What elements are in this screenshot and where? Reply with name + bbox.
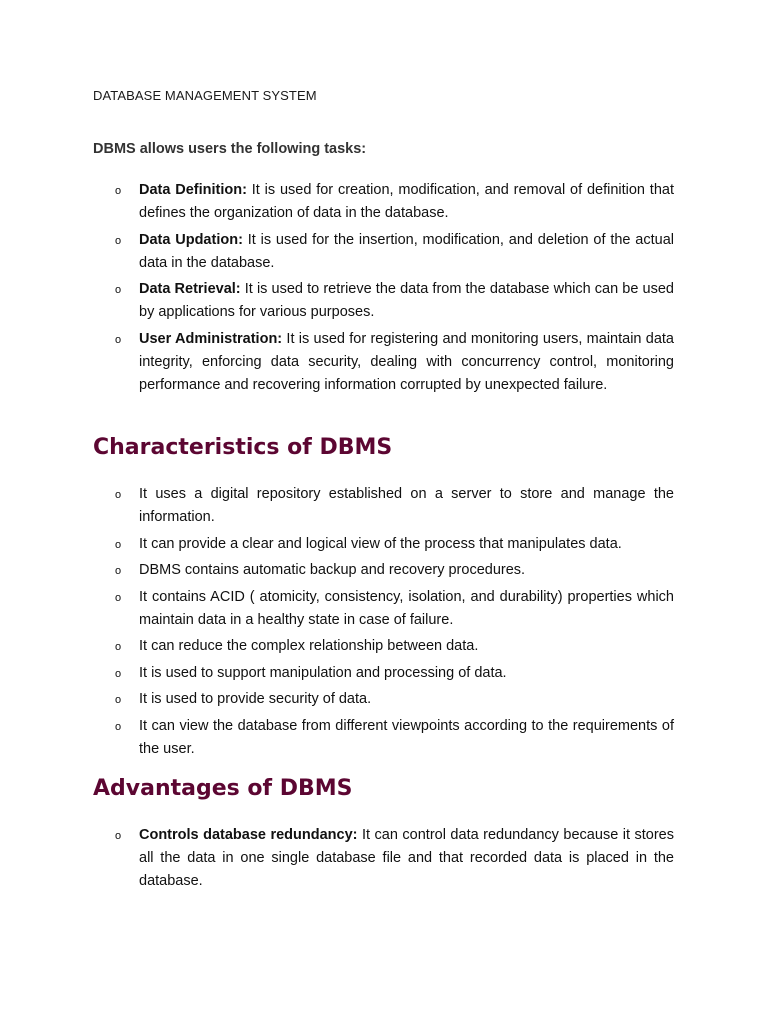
item-term: Data Updation: xyxy=(139,231,243,248)
list-item xyxy=(93,824,674,893)
characteristics-list xyxy=(93,483,674,764)
list-item xyxy=(93,328,674,397)
list-item xyxy=(93,662,674,685)
characteristics-heading: Characteristics of DBMS xyxy=(93,435,393,460)
bullet-icon: o xyxy=(115,185,122,197)
list-item xyxy=(93,179,674,225)
bullet-icon: o xyxy=(115,234,122,247)
bullet-icon: o xyxy=(115,284,122,296)
item-term: User Administration: xyxy=(139,330,283,347)
bullet-icon: o xyxy=(115,565,122,577)
bullet-icon: o xyxy=(115,667,122,680)
bullet-icon: o xyxy=(115,489,122,501)
list-item xyxy=(93,559,674,582)
item-term: Data Retrieval: xyxy=(139,281,241,297)
list-item xyxy=(93,278,674,324)
list-item xyxy=(93,533,674,556)
list-item xyxy=(93,688,674,711)
bullet-icon: o xyxy=(115,830,122,842)
bullet-icon: o xyxy=(115,641,122,653)
item-text: It can provide a clear and logical view of the process that manipulates data. xyxy=(139,535,622,552)
item-text: It is used to support manipulation and processing of data. xyxy=(139,664,507,681)
list-item xyxy=(93,635,674,658)
item-term: Data Definition: xyxy=(139,182,247,198)
bullet-icon: o xyxy=(115,333,122,346)
item-text: It uses a digital repository established on a server to store and manage the information. xyxy=(139,486,674,525)
document-title: DATABASE MANAGEMENT SYSTEM xyxy=(93,88,317,103)
advantages-list xyxy=(93,824,674,897)
item-text: It is used to retrieve the data from the database which can be used by applications for various purposes. xyxy=(139,281,674,320)
item-term: Controls database redundancy: xyxy=(139,827,358,843)
item-text: It contains ACID ( atomicity, consistency, isolation, and durability) properties which maintain data in a healthy state in case of failure. xyxy=(139,588,674,628)
intro-text: DBMS allows users the following tasks: xyxy=(93,141,367,157)
item-text: It is used for the insertion, modification, and deletion of the actual data in the database. xyxy=(139,231,674,271)
list-item xyxy=(93,229,674,275)
item-text: It can view the database from different viewpoints according to the requirements of the user. xyxy=(139,717,674,757)
item-text: It can reduce the complex relationship between data. xyxy=(139,638,479,654)
item-text: It is used for creation, modification, and removal of definition that defines the organization of data in the database. xyxy=(139,182,674,221)
list-item xyxy=(93,483,674,529)
bullet-icon: o xyxy=(115,538,122,551)
bullet-icon: o xyxy=(115,591,122,604)
item-text: It is used to provide security of data. xyxy=(139,691,372,707)
bullet-icon: o xyxy=(115,720,122,733)
tasks-list xyxy=(93,179,674,400)
list-item xyxy=(93,715,674,761)
item-text: It is used for registering and monitoring users, maintain data integrity, enforcing data security, dealing with concurrency control, monitoring performance and recovering information corrupted by unexpected failure. xyxy=(139,330,674,393)
advantages-heading: Advantages of DBMS xyxy=(93,776,353,801)
list-item xyxy=(93,586,674,632)
bullet-icon: o xyxy=(115,694,122,706)
item-text: It can control data redundancy because it stores all the data in one single database file and that recorded data is placed in the database. xyxy=(139,827,674,889)
item-text: DBMS contains automatic backup and recovery procedures. xyxy=(139,562,526,578)
